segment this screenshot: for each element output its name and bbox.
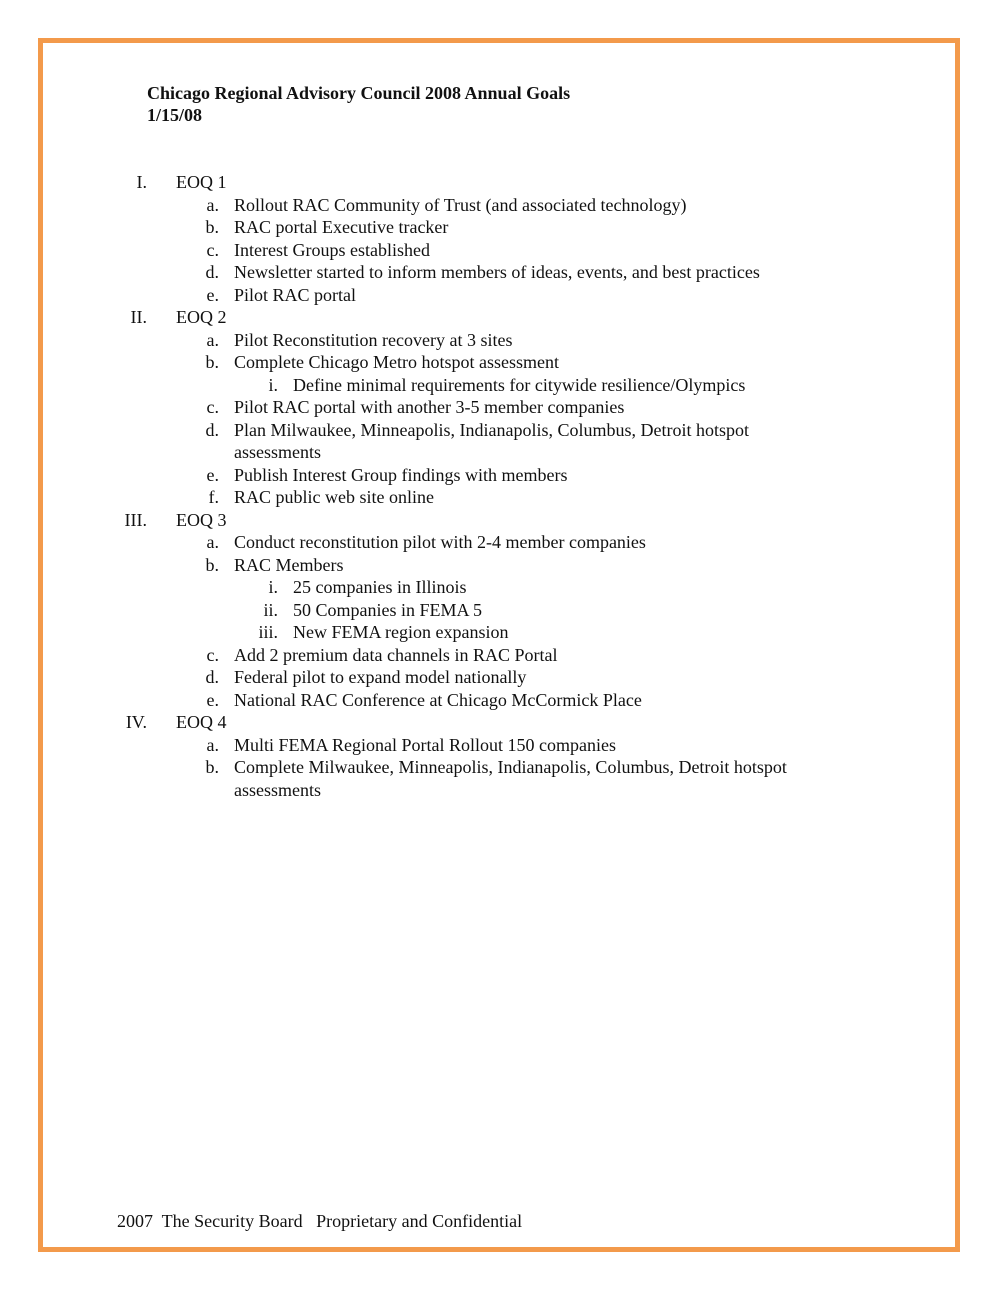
list-item [0,666,997,689]
subitem-text: New FEMA region expansion [293,622,509,642]
list-item [0,261,997,284]
list-item [0,486,997,509]
list-item [0,329,997,352]
document-date: 1/15/08 [147,105,203,125]
item-marker: b. [205,554,219,575]
item-text: Plan Milwaukee, Minneapolis, Indianapolis, Columbus, Detroit hotspot assessments [234,419,749,462]
sub-list-item [0,576,997,599]
list-item [0,284,997,307]
item-text: Complete Chicago Metro hotspot assessment [234,352,559,372]
item-marker: e. [206,284,219,305]
item-marker: d. [205,419,219,440]
list-item [0,531,997,554]
subitem-marker: ii. [263,599,278,620]
list-item [0,554,997,577]
list-item [0,351,997,374]
list-item [0,396,997,419]
item-text: Pilot Reconstitution recovery at 3 sites [234,329,513,350]
list-item [0,216,997,239]
item-text: RAC Members [234,554,344,575]
item-text: RAC portal Executive tracker [234,217,449,237]
item-text: Multi FEMA Regional Portal Rollout 150 companies [234,734,616,755]
section-label: EOQ 2 [176,307,227,327]
item-marker: a. [206,532,219,552]
section-label: EOQ 1 [176,172,227,192]
item-marker: c. [206,239,219,260]
section-label: EOQ 4 [176,712,227,732]
list-item [0,464,997,487]
section-numeral: II. [130,307,147,327]
list-item [0,419,997,464]
item-marker: a. [206,734,219,755]
list-item [0,734,997,757]
section-numeral: I. [136,172,147,192]
item-text: Pilot RAC portal [234,284,357,305]
list-item [0,644,997,667]
item-text: Rollout RAC Community of Trust (and associated technology) [234,194,687,215]
item-marker: d. [205,667,219,687]
item-text: Newsletter started to inform members of ideas, events, and best practices [234,262,760,282]
item-marker: a. [206,329,219,350]
list-item [0,689,997,712]
item-marker: c. [206,644,219,665]
subitem-text: Define minimal requirements for citywide resilience/Olympics [293,374,746,395]
item-marker: b. [205,217,219,237]
item-text: Complete Milwaukee, Minneapolis, Indianapolis, Columbus, Detroit hotspot assessments [234,757,787,800]
item-text: RAC public web site online [234,487,434,507]
section-numeral: III. [124,509,147,530]
item-text: National RAC Conference at Chicago McCormick Place [234,689,642,710]
item-text: Publish Interest Group findings with members [234,464,568,485]
item-marker: c. [206,397,219,417]
page-footer: 2007 The Security Board Proprietary and Confidential [117,1211,523,1231]
section-heading [0,306,997,329]
section-label: EOQ 3 [176,509,227,530]
item-marker: b. [205,352,219,372]
item-marker: b. [205,757,219,777]
subitem-marker: i. [268,374,278,395]
section-numeral: IV. [125,712,147,732]
item-marker: e. [206,689,219,710]
item-marker: d. [205,262,219,282]
subitem-text: 50 Companies in FEMA 5 [293,599,483,620]
list-item [0,756,997,801]
list-item [0,239,997,262]
goals-outline [0,171,997,801]
item-text: Conduct reconstitution pilot with 2-4 member companies [234,532,646,552]
item-marker: f. [208,487,219,507]
section-heading [0,711,997,734]
subitem-marker: i. [268,577,278,597]
sub-list-item [0,599,997,622]
section-heading [0,509,997,532]
item-marker: a. [206,194,219,215]
subitem-marker: iii. [258,622,278,642]
list-item [0,194,997,217]
item-marker: e. [206,464,219,485]
document-title: Chicago Regional Advisory Council 2008 Annual Goals [147,83,571,103]
item-text: Pilot RAC portal with another 3-5 member companies [234,397,625,417]
subitem-text: 25 companies in Illinois [293,577,467,597]
item-text: Federal pilot to expand model nationally [234,667,527,687]
section-heading [0,171,997,194]
item-text: Interest Groups established [234,239,430,260]
item-text: Add 2 premium data channels in RAC Portal [234,644,558,665]
sub-list-item [0,374,997,397]
sub-list-item [0,621,997,644]
